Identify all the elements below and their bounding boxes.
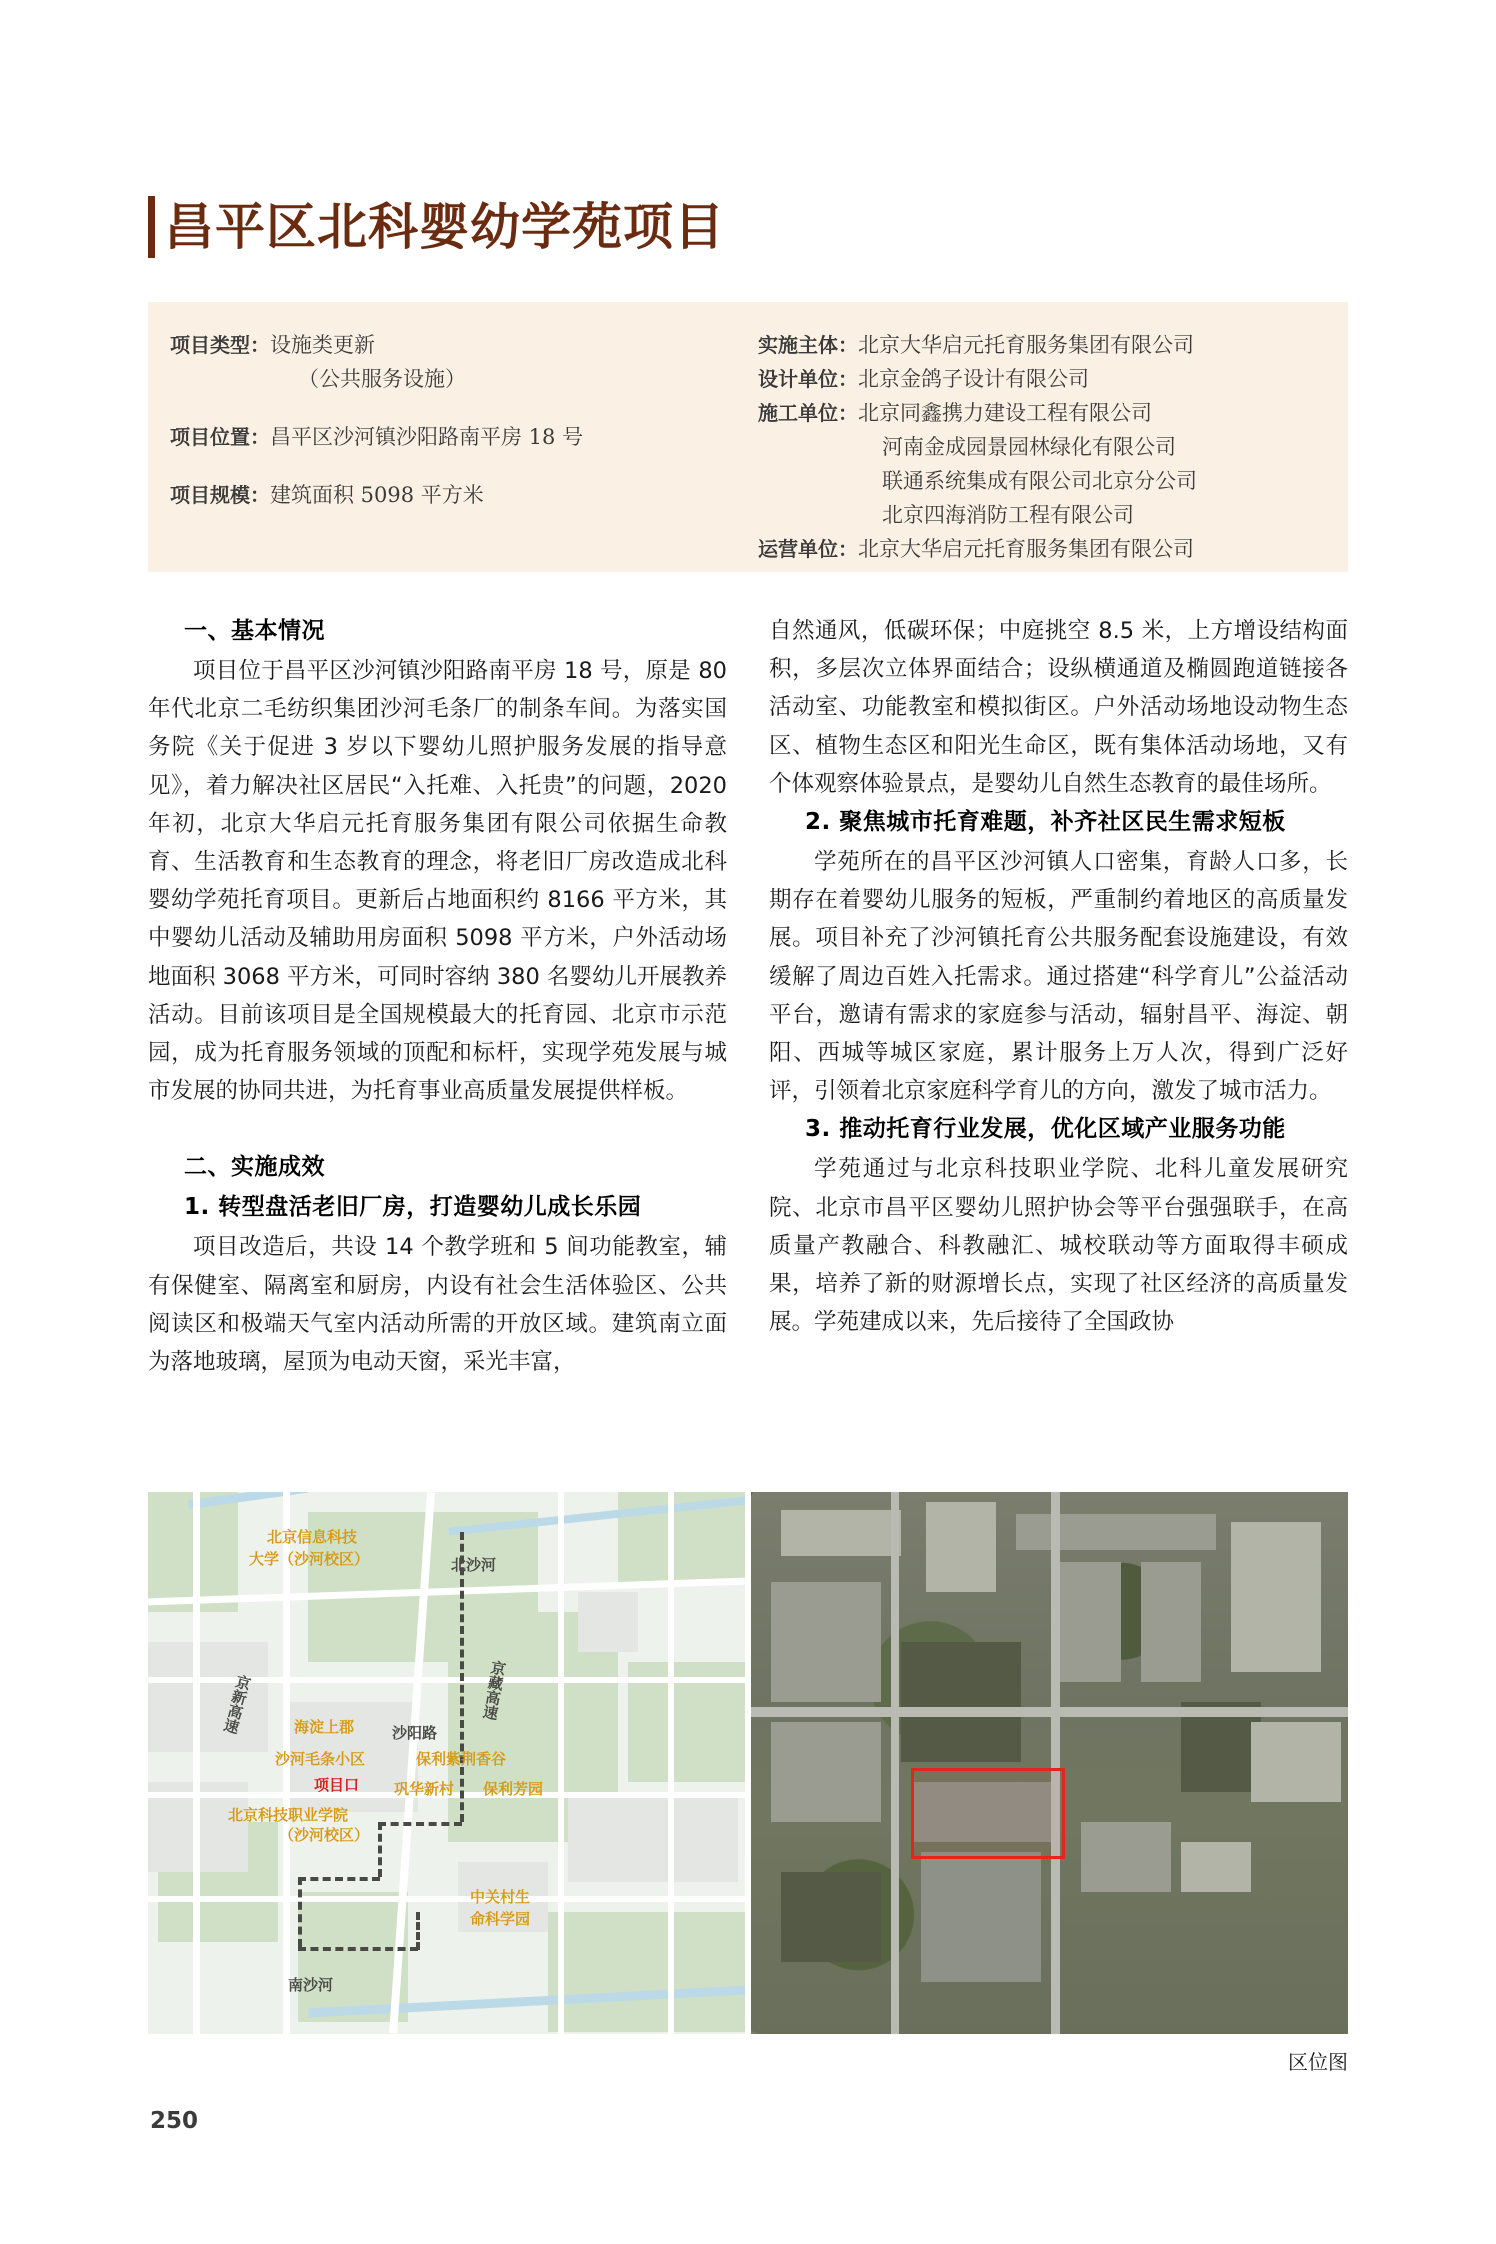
figure-caption: 区位图 (1288, 2050, 1348, 2074)
figure-group (148, 1492, 1348, 2034)
info-value-implementer: 北京大华启元托育服务集团有限公司 (858, 333, 1194, 357)
map-label-jingzang-expressway: 京藏高速 (479, 1658, 509, 1722)
location-map-figure (148, 1492, 745, 2034)
info-line-contractor-3 (758, 464, 1348, 498)
project-info-box (148, 302, 1348, 572)
info-label-designer: 设计单位： (758, 367, 858, 391)
satellite-image-figure (751, 1492, 1348, 2034)
map-label-baoli-fangyuan: 保利芳园 (483, 1780, 544, 1798)
info-value-contractor-2: 河南金成园景园林绿化有限公司 (882, 435, 1176, 459)
info-label-project-scale: 项目规模： (170, 483, 270, 507)
map-label-nanshahe: 南沙河 (288, 1976, 334, 1994)
info-line-contractor (758, 396, 1348, 430)
map-label-bistu-campus: 大学（沙河校区） (249, 1550, 370, 1568)
info-value-contractor: 北京同鑫携力建设工程有限公司 (858, 401, 1152, 425)
project-info-left-column (148, 328, 748, 572)
paragraph-subsection-1: 项目改造后，共设 14 个教学班和 5 间功能教室，辅有保健室、隔离室和厨房，内设有社会生活体验区、公共阅读区和极端天气室内活动所需的开放区域。建筑南立面为落地玻璃，屋顶为电动天窗，采光丰富， (148, 1234, 727, 1376)
info-value-project-type: 设施类更新 (270, 333, 375, 357)
info-value-contractor-3: 联通系统集成有限公司北京分公司 (882, 469, 1197, 493)
info-label-operator: 运营单位： (758, 537, 858, 561)
info-line-operator (758, 532, 1348, 566)
map-label-baoli-zijing: 保利紫荆香谷 (416, 1750, 507, 1768)
info-value-contractor-4: 北京四海消防工程有限公司 (882, 503, 1134, 527)
info-line-project-scale (170, 478, 748, 512)
map-label-jingxin-expressway: 京新高速 (220, 1672, 254, 1736)
heading-subsection-3-r: 3. 推动托育行业发展，优化区域产业服务功能 (805, 1116, 1286, 1143)
map-label-shahe-maotiao: 沙河毛条小区 (275, 1750, 366, 1768)
page-number: 250 (150, 2108, 199, 2134)
map-label-haidian-shangjun: 海淀上郡 (294, 1718, 355, 1736)
heading-section-2: 二、实施成效 (184, 1154, 325, 1181)
info-value-project-location: 昌平区沙河镇沙阳路南平房 18 号 (270, 425, 584, 449)
info-line-contractor-4 (758, 498, 1348, 532)
map-label-bvcst: 北京科技职业学院 (228, 1806, 349, 1824)
info-line-project-type-sub (170, 362, 748, 396)
map-label-beishahe: 北沙河 (451, 1556, 497, 1574)
right-column-flow (769, 612, 1348, 1341)
page-title (148, 196, 725, 258)
map-label-zhongguancun-2: 命科学园 (470, 1910, 531, 1928)
info-line-project-location (170, 420, 748, 454)
map-label-project-entrance: 项目口 (314, 1776, 360, 1794)
info-value-designer: 北京金鸽子设计有限公司 (858, 367, 1089, 391)
map-label-gonghua-xincun: 巩华新村 (394, 1780, 455, 1798)
info-label-contractor: 施工单位： (758, 401, 858, 425)
heading-section-1: 一、基本情况 (184, 618, 325, 644)
paragraph-subsection-3: 学苑通过与北京科技职业学院、北科儿童发展研究院、北京市昌平区婴幼儿照护协会等平台强强联手，在高质量产教融合、科教融汇、城校联动等方面取得丰硕成果，培养了新的财源增长点，实现了社区经济的高质量发展。学苑建成以来，先后接待了全国政协 (769, 1156, 1348, 1336)
project-info-right-column (748, 328, 1348, 572)
heading-subsection-2-r: 2. 聚焦城市托育难题，补齐社区民生需求短板 (805, 809, 1286, 836)
info-label-project-location: 项目位置： (170, 425, 270, 449)
body-column-right (769, 612, 1348, 1381)
info-value-project-type-sub: （公共服务设施） (298, 367, 466, 391)
info-value-operator: 北京大华启元托育服务集团有限公司 (858, 537, 1194, 561)
paragraph-subsection-1-tail: 自然通风，低碳环保；中庭挑空 8.5 米，上方增设结构面积，多层次立体界面结合；设纵横通道及椭圆跑道链接各活动室、功能教室和模拟街区。户外活动场地设动物生态区、植物生态区和阳光生命区，既有集体活动场地，又有个体观察体验景点，是婴幼儿自然生态教育的最佳场所。 (769, 618, 1348, 797)
body-column-left (148, 612, 727, 1381)
map-label-shayang-road: 沙阳路 (392, 1724, 438, 1742)
info-label-project-type: 项目类型： (170, 333, 270, 357)
info-line-designer (758, 362, 1348, 396)
info-line-contractor-2 (758, 430, 1348, 464)
map-label-bistu: 北京信息科技 (267, 1528, 358, 1546)
map-label-bvcst-campus: （沙河校区） (279, 1826, 370, 1844)
title-accent-bar (148, 196, 155, 258)
info-line-implementer (758, 328, 1348, 362)
title-text: 昌平区北科婴幼学苑项目 (164, 198, 725, 256)
heading-subsection-1: 1. 转型盘活老旧厂房，打造婴幼儿成长乐园 (184, 1194, 642, 1221)
project-site-highlight (911, 1768, 1065, 1859)
info-label-implementer: 实施主体： (758, 333, 858, 357)
paragraph-section-1: 项目位于昌平区沙河镇沙阳路南平房 18 号，原是 80 年代北京二毛纺织集团沙河毛条厂的制条车间。为落实国务院《关于促进 3 岁以下婴幼儿照护服务发展的指导意见》，着力解决社区居民“入托难、入托贵”的问题，2020 年初，北京大华启元托育服务集团有限公司依据生命教育、生活教育和生态教育的理念，将老旧厂房改造成北科婴幼学苑托育项目。更新后占地面积约 8166 平方米，其中婴幼儿活动及辅助用房面积 5098 平方米，户外活动场地面积 3068 平方米，可同时容纳 380 名婴幼儿开展教养活动。目前该项目是全国规模最大的托育园、北京市示范园，成为托育服务领域的顶配和标杆，实现学苑发展与城市发展的协同共进，为托育事业高质量发展提供样板。 (148, 658, 727, 1105)
info-line-project-type (170, 328, 748, 362)
body-columns (148, 612, 1348, 1381)
info-value-project-scale: 建筑面积 5098 平方米 (270, 483, 484, 507)
map-label-zhongguancun-1: 中关村生 (470, 1888, 531, 1906)
paragraph-subsection-2: 学苑所在的昌平区沙河镇人口密集，育龄人口多，长期存在着婴幼儿服务的短板，严重制约着地区的高质量发展。项目补充了沙河镇托育公共服务配套设施建设，有效缓解了周边百姓入托需求。通过搭建“科学育儿”公益活动平台，邀请有需求的家庭参与活动，辐射昌平、海淀、朝阳、西城等城区家庭，累计服务上万人次，得到广泛好评，引领着北京家庭科学育儿的方向，激发了城市活力。 (769, 849, 1348, 1105)
